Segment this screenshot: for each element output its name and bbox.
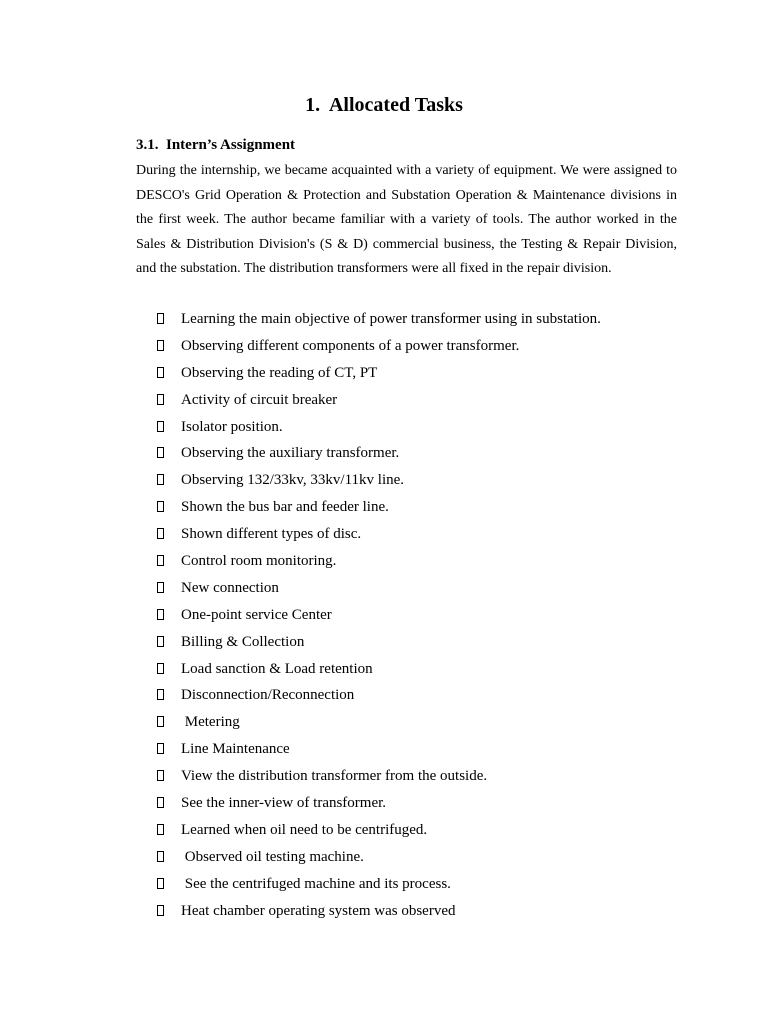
checkbox-bullet-icon — [157, 555, 164, 566]
checkbox-bullet-icon — [157, 824, 164, 835]
task-list-item — [157, 496, 697, 523]
checkbox-bullet-icon — [157, 716, 164, 727]
task-text: Observing the auxiliary transformer. — [181, 445, 400, 462]
task-text: Observing different components of a power transformer. — [181, 337, 520, 354]
chapter-title: 1. Allocated Tasks — [305, 94, 463, 116]
task-text: Metering — [181, 714, 240, 731]
task-list-item — [157, 604, 697, 631]
task-text: See the inner-view of transformer. — [181, 795, 387, 812]
checkbox-bullet-icon — [157, 689, 164, 700]
checkbox-bullet-icon — [157, 501, 164, 512]
task-list-item — [157, 577, 697, 604]
task-list-item — [157, 846, 697, 873]
checkbox-bullet-icon — [157, 609, 164, 620]
task-list-item — [157, 711, 697, 738]
checkbox-bullet-icon — [157, 528, 164, 539]
task-text: Observed oil testing machine. — [181, 848, 364, 865]
checkbox-bullet-icon — [157, 663, 164, 674]
task-list-item — [157, 631, 697, 658]
task-text: New connection — [181, 579, 279, 596]
task-list-item — [157, 738, 697, 765]
checkbox-bullet-icon — [157, 905, 164, 916]
checkbox-bullet-icon — [157, 313, 164, 324]
task-list-item — [157, 523, 697, 550]
task-text: Disconnection/Reconnection — [181, 687, 355, 704]
task-list-item — [157, 658, 697, 685]
task-list-item — [157, 469, 697, 496]
task-text: Isolator position. — [181, 418, 283, 435]
task-list-item — [157, 308, 697, 335]
task-text: Observing 132/33kv, 33kv/11kv line. — [181, 472, 405, 489]
task-list-item — [157, 900, 697, 927]
task-text: Load sanction & Load retention — [181, 660, 373, 677]
task-list-item — [157, 792, 697, 819]
checkbox-bullet-icon — [157, 474, 164, 485]
task-list-item — [157, 873, 697, 900]
task-list-item — [157, 389, 697, 416]
task-text: Billing & Collection — [181, 633, 305, 650]
task-list-item — [157, 550, 697, 577]
task-text: Line Maintenance — [181, 741, 290, 758]
task-text: Heat chamber operating system was observed — [181, 902, 456, 919]
task-text: Activity of circuit breaker — [181, 391, 338, 408]
checkbox-bullet-icon — [157, 447, 164, 458]
task-text: Learning the main objective of power transformer using in substation. — [181, 311, 601, 327]
task-list-item — [157, 765, 697, 792]
task-text: One-point service Center — [181, 606, 332, 623]
checkbox-bullet-icon — [157, 797, 164, 808]
checkbox-bullet-icon — [157, 743, 164, 754]
task-text: Learned when oil need to be centrifuged. — [181, 821, 428, 838]
checkbox-bullet-icon — [157, 340, 164, 351]
task-list-item — [157, 416, 697, 443]
checkbox-bullet-icon — [157, 421, 164, 432]
checkbox-bullet-icon — [157, 770, 164, 781]
task-list — [157, 308, 697, 926]
task-list-item — [157, 684, 697, 711]
task-text: Shown different types of disc. — [181, 526, 362, 543]
task-text: View the distribution transformer from the outside. — [181, 768, 488, 785]
task-list-item — [157, 362, 697, 389]
checkbox-bullet-icon — [157, 367, 164, 378]
checkbox-bullet-icon — [157, 878, 164, 889]
checkbox-bullet-icon — [157, 851, 164, 862]
task-list-item — [157, 819, 697, 846]
checkbox-bullet-icon — [157, 636, 164, 647]
intro-paragraph: During the internship, we became acquainted with a variety of equipment. We were assigned to DESCO's Grid Operation & Protection and Substation Operation & Maintenance divisions in the first week. The author became familiar with a variety of tools. The author worked in the Sales & Distribution Division's (S & D) commercial business, the Testing & Repair Division, and the substation. The distribution transformers were all fixed in the repair division. — [136, 163, 677, 277]
task-text: Shown the bus bar and feeder line. — [181, 499, 389, 516]
section-heading: 3.1. Intern’s Assignment — [136, 137, 296, 153]
checkbox-bullet-icon — [157, 582, 164, 593]
task-text: Control room monitoring. — [181, 553, 337, 570]
task-list-item — [157, 335, 697, 362]
task-text: See the centrifuged machine and its process. — [181, 875, 451, 892]
checkbox-bullet-icon — [157, 394, 164, 405]
task-list-item — [157, 442, 697, 469]
task-text: Observing the reading of CT, PT — [181, 364, 378, 381]
